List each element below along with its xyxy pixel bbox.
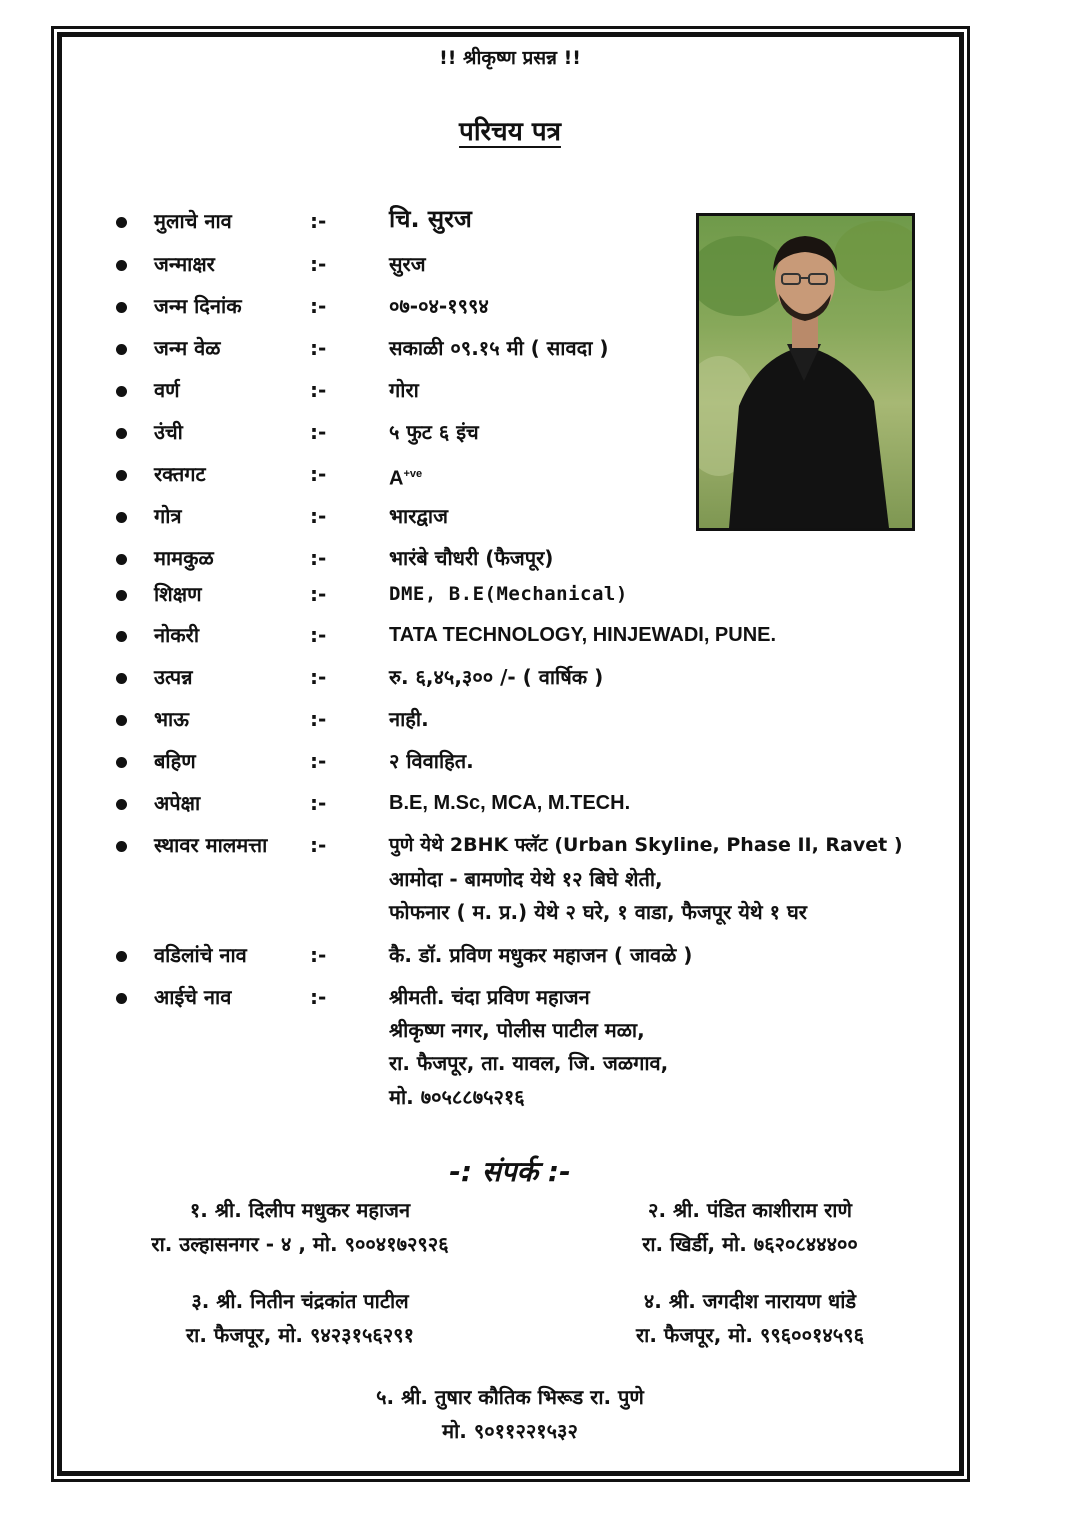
bullet-icon xyxy=(116,386,127,397)
bullet-icon xyxy=(116,993,127,1004)
detail-value: रु. ६,४५,३०० /- ( वार्षिक ) xyxy=(389,665,604,689)
detail-separator: :- xyxy=(310,749,327,773)
contact-person-3 xyxy=(120,1284,480,1352)
detail-label: भाऊ xyxy=(154,707,189,731)
bullet-icon xyxy=(116,302,127,313)
detail-label: मामकुळ xyxy=(154,546,214,570)
contact-info: रा. उल्हासनगर - ४ , मो. ९००४१७२९२६ xyxy=(151,1232,449,1256)
contact-name: ३. श्री. नितीन चंद्रकांत पाटील xyxy=(191,1289,409,1313)
contact-info: रा. फैजपूर, मो. ९९६००१४५९६ xyxy=(636,1323,864,1347)
blessing-line: !! श्रीकृष्ण प्रसन्न !! xyxy=(439,47,581,69)
detail-separator: :- xyxy=(310,791,327,815)
detail-value: ०७-०४-१९९४ xyxy=(389,294,489,318)
bullet-icon xyxy=(116,841,127,852)
detail-value: TATA TECHNOLOGY, HINJEWADI, PUNE. xyxy=(389,624,777,646)
page-title-text: परिचय पत्र xyxy=(459,117,561,147)
page-title xyxy=(0,112,1020,148)
detail-row-income xyxy=(0,661,1000,703)
detail-separator: :- xyxy=(310,378,327,402)
bullet-icon xyxy=(116,631,127,642)
detail-value: ५ फुट ६ इंच xyxy=(389,420,479,444)
detail-value: कै. डॉ. प्रविण मधुकर महाजन ( जावळे ) xyxy=(389,943,693,967)
detail-row-job xyxy=(0,619,1000,661)
detail-row-expectation xyxy=(0,787,1000,829)
detail-row-blood-group xyxy=(0,458,1000,500)
contact-name: १. श्री. दिलीप मधुकर महाजन xyxy=(189,1198,411,1222)
detail-row-janmakshar xyxy=(0,248,1000,290)
bullet-icon xyxy=(116,951,127,962)
bullet-icon xyxy=(116,344,127,355)
contact-person-5 xyxy=(330,1380,690,1448)
detail-separator: :- xyxy=(310,209,327,233)
detail-value: भारद्वाज xyxy=(389,504,448,528)
detail-value: चि. सुरज xyxy=(389,205,472,233)
contact-person-4 xyxy=(570,1284,930,1352)
detail-label: गोत्र xyxy=(154,504,182,528)
detail-row-education xyxy=(0,578,1000,620)
detail-label: जन्म दिनांक xyxy=(154,294,242,318)
contact-info: मो. ९०११२२१५३२ xyxy=(442,1419,578,1443)
detail-label: वर्ण xyxy=(154,378,180,402)
detail-value: पुणे येथे 2BHK फ्लॅट (Urban Skyline, Phase II, Ravet ) xyxy=(389,834,903,856)
detail-label: नोकरी xyxy=(154,623,199,647)
detail-separator: :- xyxy=(310,665,327,689)
contact-person-1 xyxy=(120,1193,480,1261)
detail-label: उत्पन्न xyxy=(154,665,193,689)
detail-value: नाही. xyxy=(389,707,429,731)
detail-separator: :- xyxy=(310,707,327,731)
contact-name: ४. श्री. जगदीश नारायण धांडे xyxy=(643,1289,857,1313)
detail-separator: :- xyxy=(310,252,327,276)
detail-separator: :- xyxy=(310,462,327,486)
blood-group-value: A xyxy=(389,467,404,490)
detail-separator: :- xyxy=(310,504,327,528)
detail-separator: :- xyxy=(310,546,327,570)
detail-label: जन्म वेळ xyxy=(154,336,221,360)
bullet-icon xyxy=(116,715,127,726)
bullet-icon xyxy=(116,470,127,481)
bullet-icon xyxy=(116,554,127,565)
detail-row-height xyxy=(0,416,1000,458)
property-line-2: आमोदा - बामणोद येथे १२ बिघे शेती, xyxy=(389,867,663,891)
bullet-icon xyxy=(116,673,127,684)
detail-value: श्रीमती. चंदा प्रविण महाजन xyxy=(389,985,590,1009)
detail-row-birth-time xyxy=(0,332,1000,374)
bullet-icon xyxy=(116,512,127,523)
detail-label: अपेक्षा xyxy=(154,791,201,815)
detail-row-brother xyxy=(0,703,1000,745)
detail-value: DME, B.E(Mechanical) xyxy=(389,583,628,605)
bullet-icon xyxy=(116,428,127,439)
detail-label: वडिलांचे नाव xyxy=(154,943,247,967)
detail-separator: :- xyxy=(310,985,327,1009)
contact-info: रा. फैजपूर, मो. ९४२३१५६२९१ xyxy=(186,1323,414,1347)
detail-value: भारंबे चौधरी (फैजपूर) xyxy=(389,546,554,570)
detail-label: मुलाचे नाव xyxy=(154,209,232,233)
detail-label: आईचे नाव xyxy=(154,985,232,1009)
detail-separator: :- xyxy=(310,294,327,318)
address-line-1: श्रीकृष्ण नगर, पोलीस पाटील मळा, xyxy=(389,1018,645,1042)
contact-name: २. श्री. पंडित काशीराम राणे xyxy=(648,1198,852,1222)
detail-separator: :- xyxy=(310,420,327,444)
bullet-icon xyxy=(116,799,127,810)
contact-heading: -: संपर्क :- xyxy=(449,1155,571,1188)
detail-row-sister xyxy=(0,745,1000,787)
detail-row-birth-date xyxy=(0,290,1000,332)
blood-group-rh: +ve xyxy=(403,468,423,480)
detail-label: उंची xyxy=(154,420,183,444)
detail-separator: :- xyxy=(310,943,327,967)
detail-value xyxy=(389,458,422,495)
bullet-icon xyxy=(116,217,127,228)
detail-value: २ विवाहित. xyxy=(389,749,474,773)
detail-separator: :- xyxy=(310,833,327,857)
detail-label: बहिण xyxy=(154,749,196,773)
detail-label: जन्माक्षर xyxy=(154,252,215,276)
detail-row-complexion xyxy=(0,374,1000,416)
detail-row-boy-name xyxy=(0,205,1000,247)
detail-separator: :- xyxy=(310,623,327,647)
contact-info: रा. खिर्डी, मो. ७६२०८४४४०० xyxy=(642,1232,858,1256)
contact-name: ५. श्री. तुषार कौतिक भिरूड रा. पुणे xyxy=(376,1385,644,1409)
detail-value: गोरा xyxy=(389,378,419,402)
bullet-icon xyxy=(116,260,127,271)
address-phone: मो. ७०५८८७५२१६ xyxy=(389,1085,525,1109)
detail-row-father-name xyxy=(0,939,1000,981)
detail-label: शिक्षण xyxy=(154,582,202,606)
detail-label: रक्तगट xyxy=(154,462,206,486)
property-line-3: फोफनार ( म. प्र.) येथे २ घरे, १ वाडा, फैजपूर येथे १ घर xyxy=(389,900,807,924)
detail-value: सकाळी ०९.१५ मी ( सावदा ) xyxy=(389,336,609,360)
detail-label: स्थावर मालमत्ता xyxy=(154,833,268,857)
detail-row-gotra xyxy=(0,500,1000,542)
detail-value: सुरज xyxy=(389,252,426,276)
bullet-icon xyxy=(116,757,127,768)
contact-person-2 xyxy=(570,1193,930,1261)
bullet-icon xyxy=(116,590,127,601)
detail-separator: :- xyxy=(310,336,327,360)
detail-separator: :- xyxy=(310,582,327,606)
detail-value: B.E, M.Sc, MCA, M.TECH. xyxy=(389,792,631,814)
address-line-2: रा. फैजपूर, ता. यावल, जि. जळगाव, xyxy=(389,1051,669,1075)
